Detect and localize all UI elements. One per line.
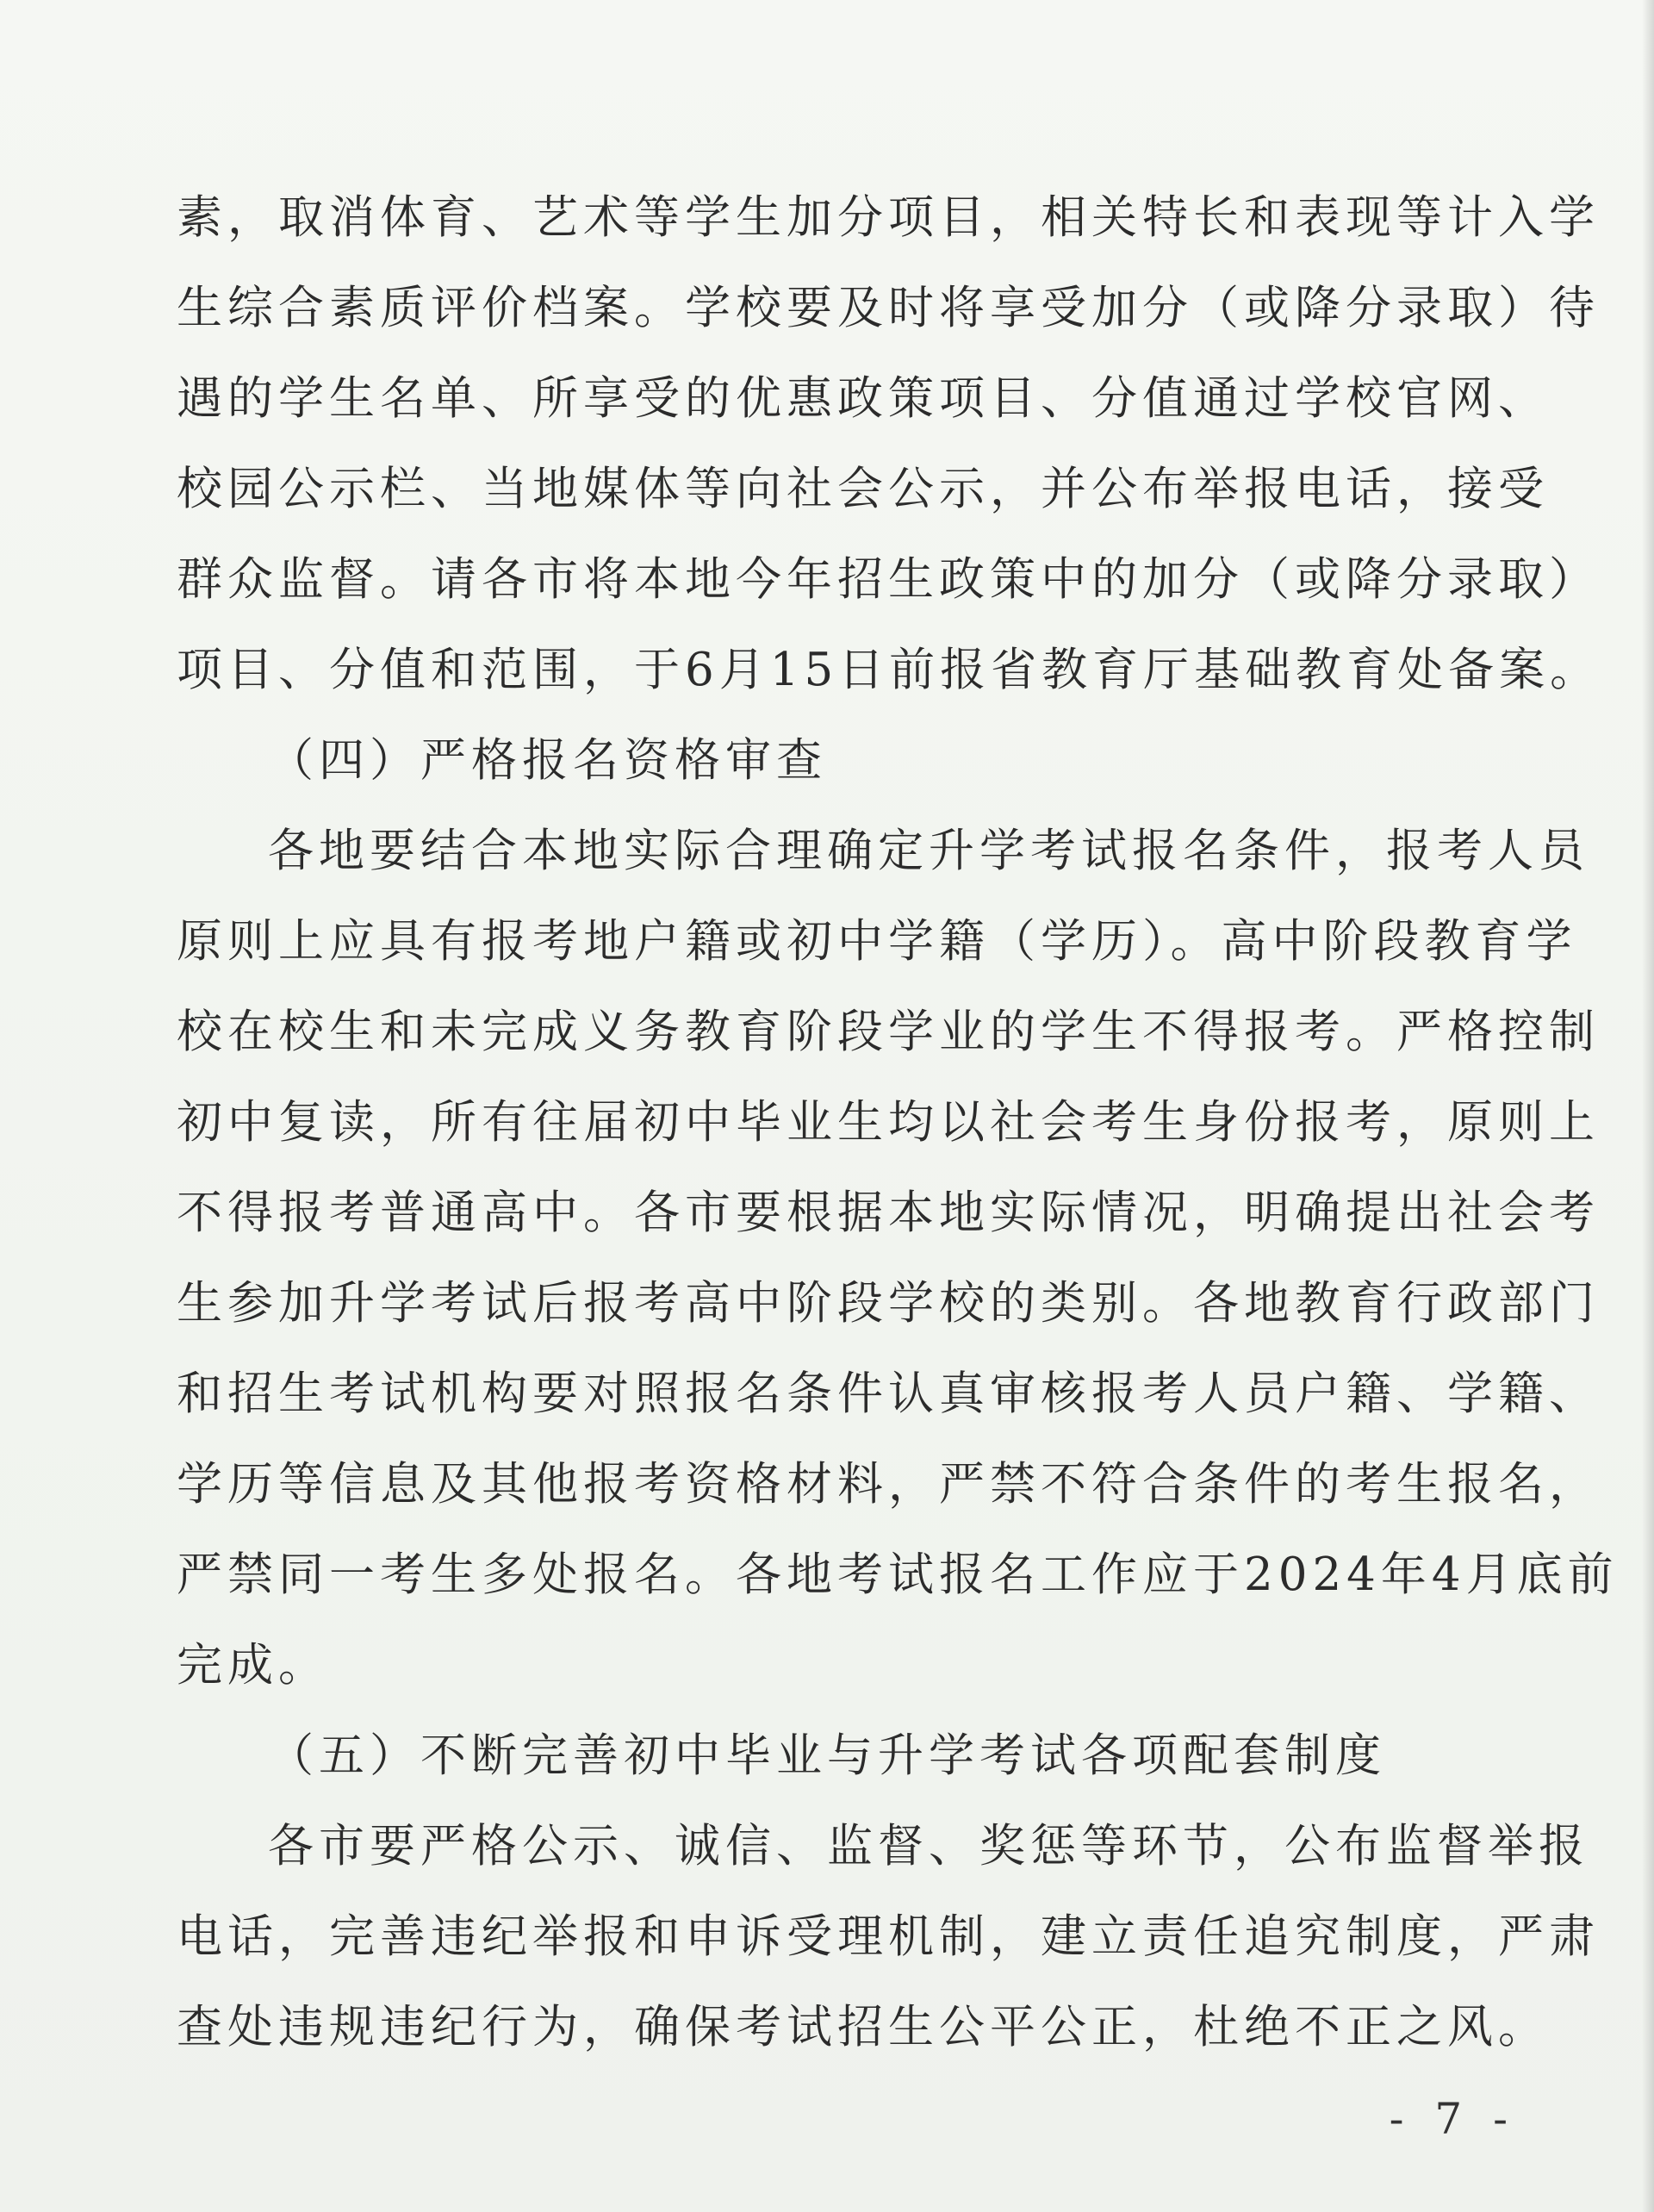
paragraph-line: 严禁同一考生多处报名。各地考试报名工作应于2024年4月底前 (177, 1548, 1619, 1601)
page-number: - 7 - (1389, 2094, 1516, 2144)
paragraph-line: 各地要结合本地实际合理确定升学考试报名条件，报考人员 (268, 825, 1589, 877)
paragraph-line: 和招生考试机构要对照报名条件认真审核报考人员户籍、学籍、 (177, 1368, 1600, 1420)
section-heading-5: （五）不断完善初中毕业与升学考试各项配套制度 (268, 1729, 1386, 1782)
paragraph-line: 生综合素质评价档案。学校要及时将享受加分（或降分录取）待 (177, 282, 1600, 334)
paragraph-line: 完成。 (177, 1639, 329, 1692)
paragraph-line: 初中复读，所有往届初中毕业生均以社会考生身份报考，原则上 (177, 1096, 1600, 1149)
paragraph-line: 电话，完善违纪举报和申诉受理机制，建立责任追究制度，严肃 (177, 1910, 1600, 1963)
scan-edge-shadow (1642, 0, 1654, 2212)
paragraph-line: 原则上应具有报考地户籍或初中学籍（学历）。高中阶段教育学 (177, 915, 1577, 968)
paragraph-line: 学历等信息及其他报考资格材料，严禁不符合条件的考生报名， (177, 1458, 1600, 1511)
paragraph-line: 校园公示栏、当地媒体等向社会公示，并公布举报电话，接受 (177, 463, 1549, 515)
paragraph-line: 项目、分值和范围，于6月15日前报省教育厅基础教育处备案。 (177, 644, 1601, 696)
paragraph-line: 校在校生和未完成义务教育阶段学业的学生不得报考。严格控制 (177, 1006, 1600, 1058)
paragraph-line: 遇的学生名单、所享受的优惠政策项目、分值通过学校官网、 (177, 372, 1549, 425)
paragraph-line: 生参加升学考试后报考高中阶段学校的类别。各地教育行政部门 (177, 1277, 1600, 1330)
document-body (177, 172, 1619, 2072)
paragraph-line: 各市要严格公示、诚信、监督、奖惩等环节，公布监督举报 (268, 1820, 1589, 1872)
paragraph-line: 素，取消体育、艺术等学生加分项目，相关特长和表现等计入学 (177, 191, 1600, 244)
paragraph-line: 群众监督。请各市将本地今年招生政策中的加分（或降分录取） (177, 553, 1600, 606)
paragraph-line: 查处违规违纪行为，确保考试招生公平公正，杜绝不正之风。 (177, 2001, 1549, 2053)
paragraph-line: 不得报考普通高中。各市要根据本地实际情况，明确提出社会考 (177, 1187, 1600, 1239)
section-heading-4: （四）严格报名资格审查 (268, 734, 827, 787)
